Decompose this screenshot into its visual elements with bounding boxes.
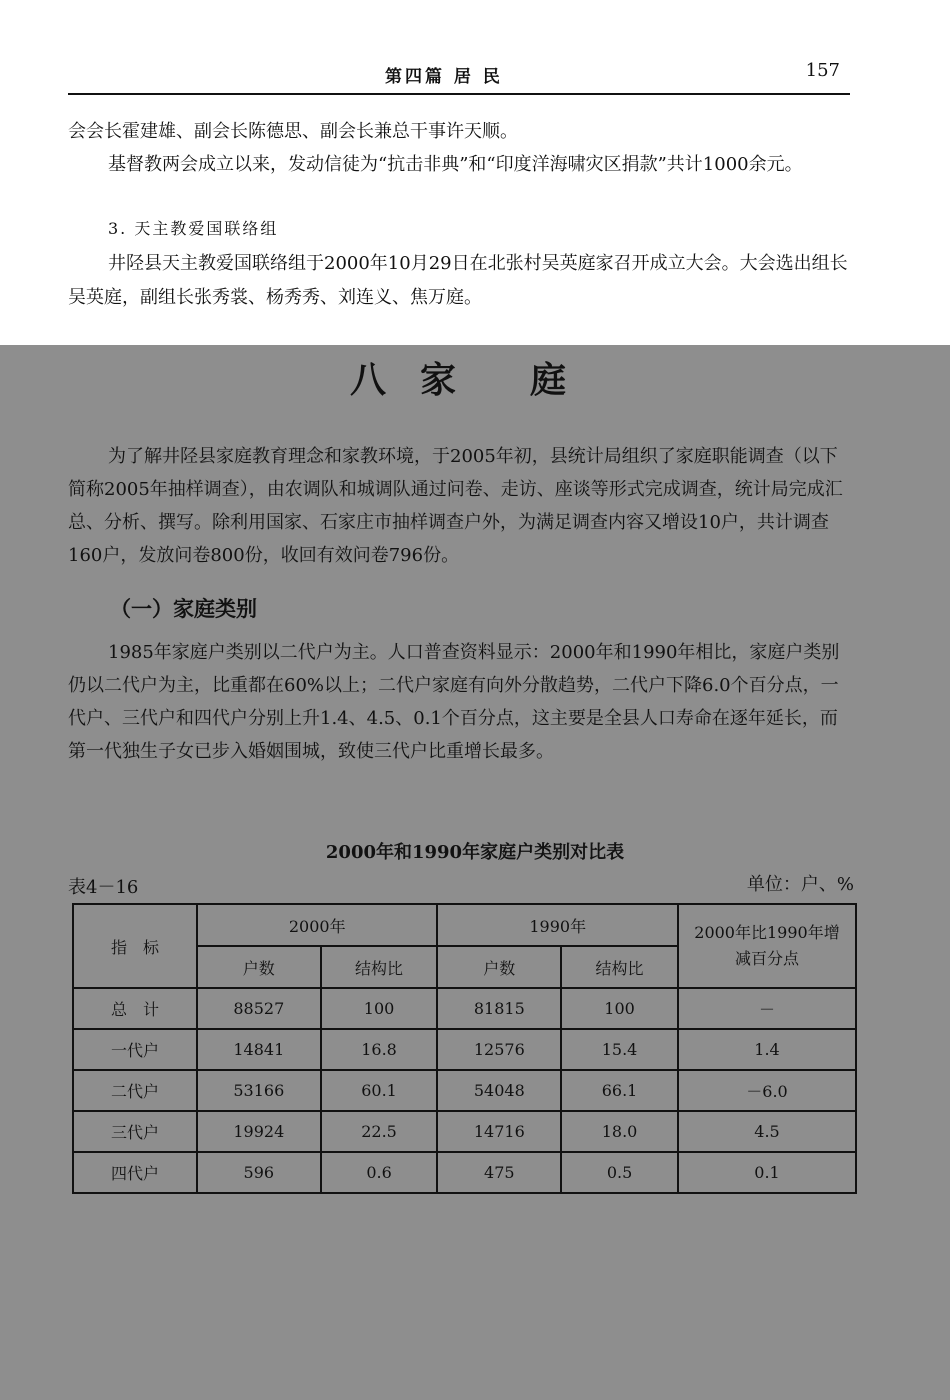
cell-structure-1990: 15.4 [561,1029,678,1070]
row-label: 四代户 [73,1152,197,1193]
cell-households-1990: 81815 [437,988,561,1029]
cell-households-1990: 12576 [437,1029,561,1070]
household-comparison-table [72,903,857,1194]
cell-change: － [678,988,856,1029]
row-label: 一代户 [73,1029,197,1070]
header-year-2000: 2000年 [197,904,437,946]
cell-households-1990: 475 [437,1152,561,1193]
table-unit: 单位：户、% [746,874,854,895]
subsection-body: 1985年家庭户类别以二代户为主。人口普查资料显示：2000年和1990年相比，家庭户类别仍以二代户为主，比重都在60%以上；二代户家庭有向外分散趋势，二代户下降6.0个百分点，一代户、三代户和四代户分别上升1.4、4.5、0.1个百分点，这主要是全县人口寿命在逐年延长，而第一代独生子女已步入婚姻围城，致使三代户比重增长最多。 [68,642,840,762]
table-row [73,1152,856,1193]
cell-structure-2000: 16.8 [321,1029,438,1070]
table-row [73,988,856,1029]
cell-change: －6.0 [678,1070,856,1111]
section-title [0,352,950,403]
cell-change: 0.1 [678,1152,856,1193]
cell-households-2000: 19924 [197,1111,321,1152]
paragraph-donations: 基督教两会成立以来，发动信徒为“抗击非典”和“印度洋海啸灾区捐款”共计1000余元。 [108,154,803,175]
section-title-char: 家 [419,359,490,401]
cell-structure-1990: 18.0 [561,1111,678,1152]
header-indicator: 指 标 [73,904,197,988]
paragraph-officers: 会会长霍建雄、副会长陈德思、副会长兼总干事许天顺。 [68,121,518,142]
cell-households-2000: 596 [197,1152,321,1193]
header-structure-2000: 结构比 [321,946,438,988]
header-year-1990: 1990年 [437,904,678,946]
paragraph-catholic-group: 井陉县天主教爱国联络组于2000年10月29日在北张村吴英庭家召开成立大会。大会选出组长吴英庭，副组长张秀裳、杨秀秀、刘连义、焦万庭。 [68,253,848,308]
cell-households-2000: 88527 [197,988,321,1029]
cell-structure-1990: 0.5 [561,1152,678,1193]
table-number: 表4－16 [68,877,139,898]
cell-structure-2000: 100 [321,988,438,1029]
table-row [73,1111,856,1152]
subheading-catholic-group: 3. 天主教爱国联络组 [108,219,279,238]
cell-change: 4.5 [678,1111,856,1152]
cell-households-1990: 14716 [437,1111,561,1152]
header-households-1990: 户数 [437,946,561,988]
table-row [73,1029,856,1070]
table-row [73,1070,856,1111]
cell-structure-2000: 60.1 [321,1070,438,1111]
cell-structure-1990: 100 [561,988,678,1029]
section-title-char: 庭 [530,359,601,401]
running-head: 第四篇 居 民 [385,67,503,87]
cell-households-1990: 54048 [437,1070,561,1111]
section-intro: 为了解井陉县家庭教育理念和家教环境，于2005年初，县统计局组织了家庭职能调查（以下简称2005年抽样调查），由农调队和城调队通过问卷、走访、座谈等形式完成调查，统计局完成汇总、分析、撰写。除利用国家、石家庄市抽样调查户外，为满足调查内容又增设10户，共计调查160户，发放问卷800份，收回有效问卷796份。 [68,446,843,566]
cell-structure-2000: 0.6 [321,1152,438,1193]
header-structure-1990: 结构比 [561,946,678,988]
header-change: 2000年比1990年增减百分点 [678,904,856,988]
cell-households-2000: 14841 [197,1029,321,1070]
header-households-2000: 户数 [197,946,321,988]
cell-structure-2000: 22.5 [321,1111,438,1152]
page-number: 157 [805,60,840,81]
table-title: 2000年和1990年家庭户类别对比表 [325,842,625,863]
cell-change: 1.4 [678,1029,856,1070]
header-rule [68,93,850,95]
section-title-char: 八 [349,359,420,401]
subsection-title: （一）家庭类别 [110,596,257,621]
row-label: 三代户 [73,1111,197,1152]
row-label: 总 计 [73,988,197,1029]
cell-households-2000: 53166 [197,1070,321,1111]
cell-structure-1990: 66.1 [561,1070,678,1111]
row-label: 二代户 [73,1070,197,1111]
